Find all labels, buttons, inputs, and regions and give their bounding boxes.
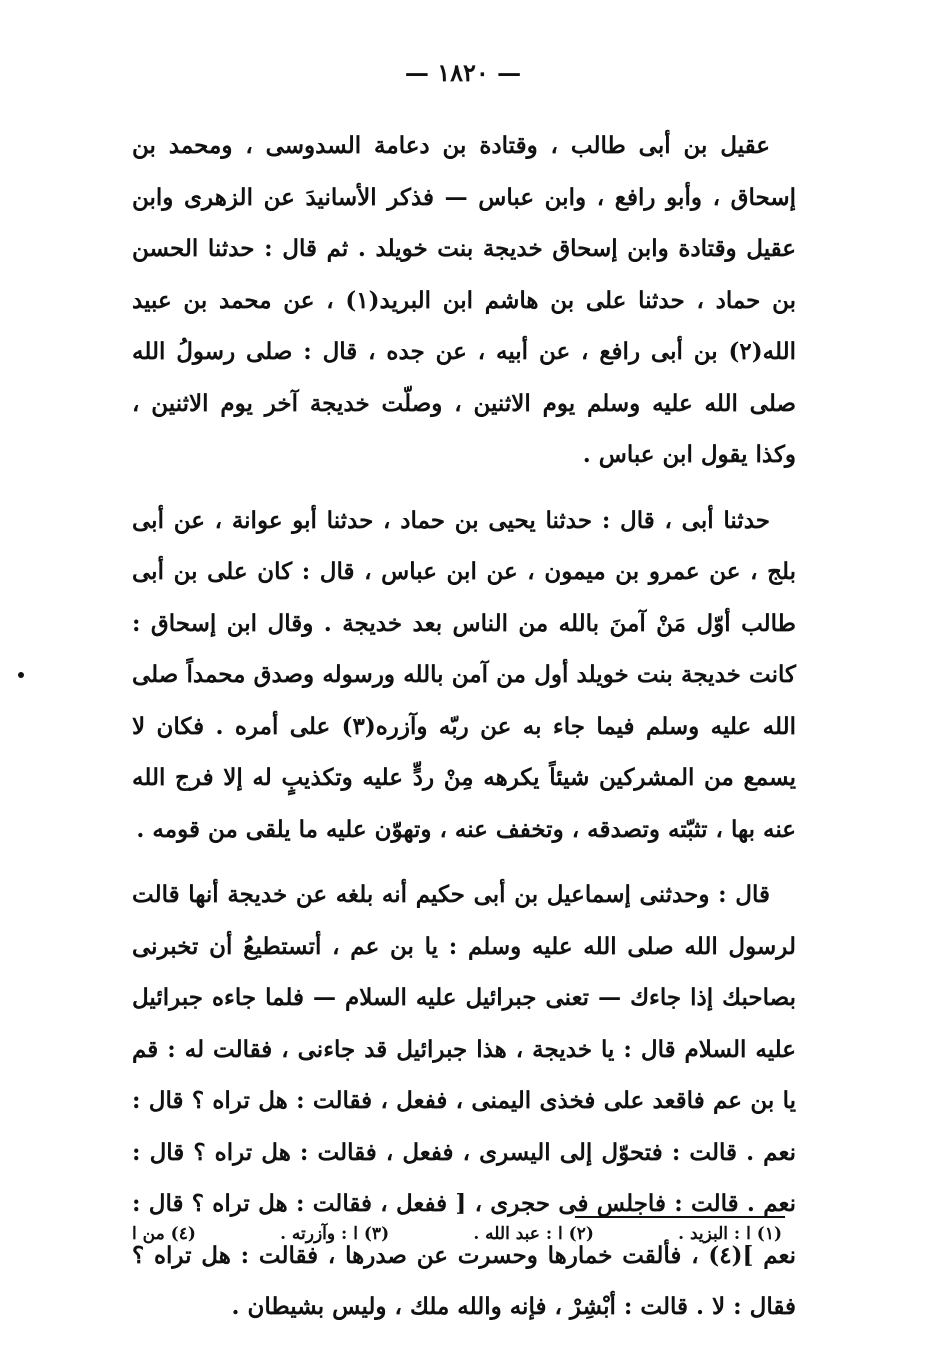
footnote-divider [575,1216,785,1218]
footnote-2: (٢) ا : عبد الله . [473,1224,594,1244]
footnote-3: (٣) ا : وآزرته . [280,1224,390,1244]
footnote-1: (١) ا : البزيد . [678,1224,782,1244]
paragraph-chain-of-narration: عقيل بن أبى طالب ، وقتادة بن دعامة السدوسى ، ومحمد بن إسحاق ، وأبو رافع ، وابن عباس — فذكر الأسانيدَ عن الزهرى وابن عقيل وقتادة وابن إسحاق خديجة بنت خويلد . ثم قال : حدثنا الحسن بن حماد ، حدثنا على بن هاشم ابن البريد(١) ، عن محمد بن عبيد الله(٢) بن أبى رافع ، عن أبيه ، عن جده ، قال : صلى رسولُ الله صلى الله عليه وسلم يوم الاثنين ، وصلّت خديجة آخر يوم الاثنين ، وكذا يقول ابن عباس . [132,132,796,468]
footnotes [132,1224,782,1244]
footnote-4: (٤) من ا [132,1224,196,1244]
page-number: — ١٨٢٠ — [404,58,522,87]
paragraph-first-believers: حدثنا أبى ، قال : حدثنا يحيى بن حماد ، حدثنا أبو عوانة ، عن أبى بلج ، عن عمرو بن ميمون ، عن ابن عباس ، قال : كان على بن أبى طالب أوّل مَنْ آمنَ بالله من الناس بعد خديجة . وقال ابن إسحاق : كانت خديجة بنت خويلد أول من آمن بالله ورسوله وصدق محمداً صلى الله عليه وسلم فيما جاء به عن ربّه وآزره(٣) على أمره . فكان لا يسمع من المشركين شيئاً يكرهه مِنْ ردٍّ عليه وتكذيبٍ له إلا فرج الله عنه بها ، تثبّته وتصدقه ، وتخفف عنه ، وتهوّن عليه ما يلقى من قومه . [132,506,796,843]
body-text [132,120,796,1333]
paragraph-khadija-jibril: قال : وحدثنى إسماعيل بن أبى حكيم أنه بلغه عن خديجة أنها قالت لرسول الله صلى الله عليه وسلم : يا بن عم ، أتستطيعُ أن تخبرنى بصاحبك إذا جاءك — تعنى جبرائيل عليه السلام — فلما جاءه جبرائيل عليه السلام قال : يا خديجة ، هذا جبرائيل قد جاءنى ، فقالت له : قم يا بن عم فاقعد على فخذى اليمنى ، ففعل ، فقالت : هل تراه ؟ قال : نعم . قالت : فتحوّل إلى اليسرى ، ففعل ، فقالت : هل تراه ؟ قال : نعم . قالت : فاجلس فى حجرى ، [ ففعل ، فقالت : هل تراه ؟ قال : نعم ](٤) ، فألقت خمارها وحسرت عن صدرها ، فقالت : هل تراه ؟ فقال : لا . قالت : أبْشِرْ ، فإنه والله ملك ، وليس بشيطان . [132,881,796,1320]
scan-dot-mark [18,672,24,678]
